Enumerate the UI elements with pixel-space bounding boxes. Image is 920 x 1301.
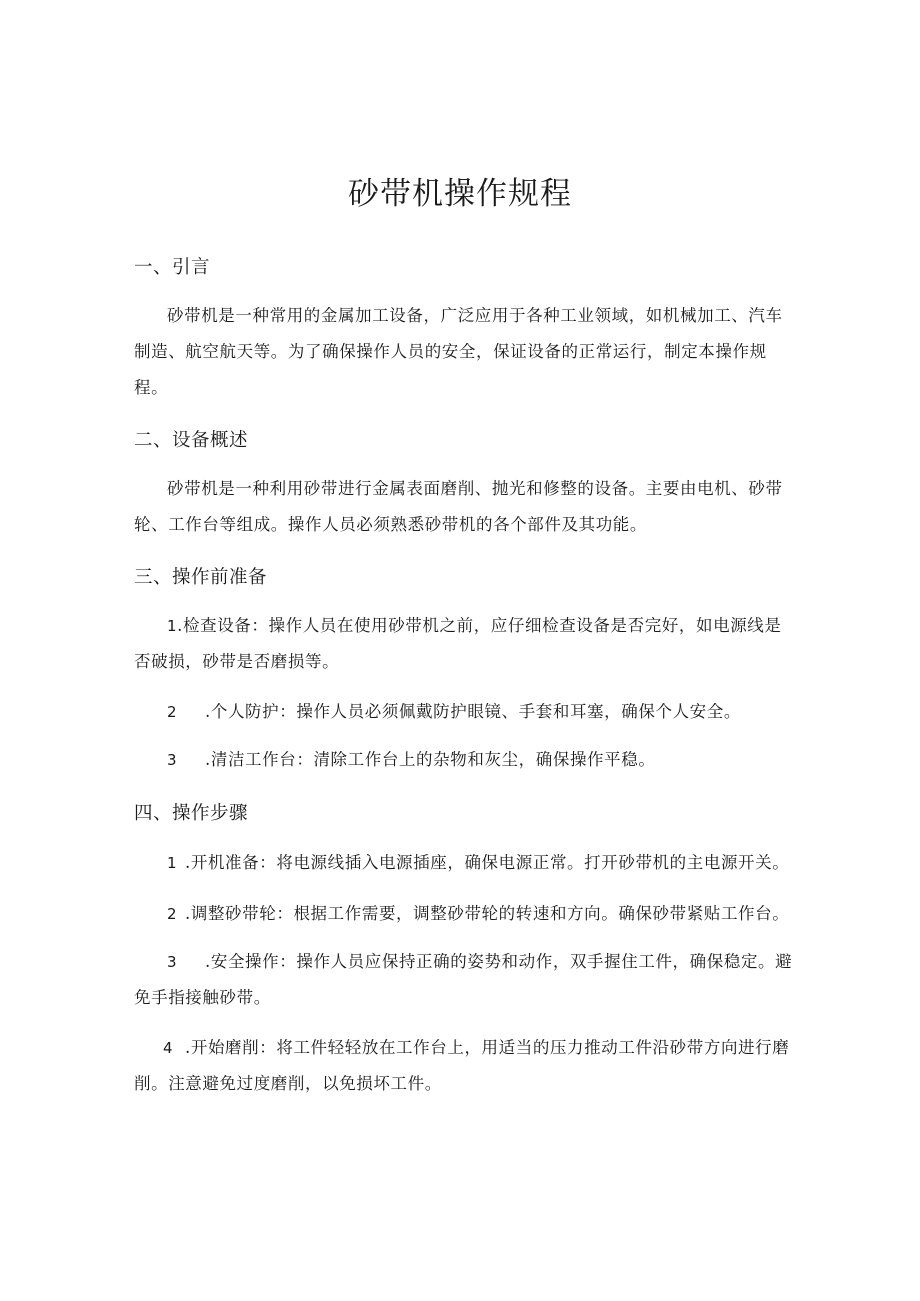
list-item	[134, 608, 794, 680]
list-item-text: .开始磨削：将工件轻轻放在工作台上，用适当的压力推动工件沿砂带方向进行磨削。注意避免过度磨削，以免损坏工件。	[134, 1038, 790, 1093]
list-item-text: .个人防护：操作人员必须佩戴防护眼镜、手套和耳塞，确保个人安全。	[205, 702, 741, 721]
list-item-text: .调整砂带轮：根据工作需要，调整砂带轮的转速和方向。确保砂带紧贴工作台。	[185, 904, 790, 923]
list-item	[134, 742, 794, 778]
list-item-text: .开机准备：将电源线插入电源插座，确保电源正常。打开砂带机的主电源开关。	[185, 853, 790, 872]
section-heading-equipment-overview: 二、设备概述	[134, 430, 249, 451]
section-heading-preparation: 三、操作前准备	[134, 567, 268, 588]
list-item-number: 2	[167, 703, 178, 721]
list-item	[134, 1030, 794, 1102]
list-item-text: .安全操作：操作人员应保持正确的姿势和动作，双手握住工件，确保稳定。避免手指接触砂带。	[134, 952, 793, 1007]
list-item-number: 4	[163, 1039, 174, 1057]
section-paragraph-introduction: 砂带机是一种常用的金属加工设备，广泛应用于各种工业领域，如机械加工、汽车制造、航空航天等。为了确保操作人员的安全，保证设备的正常运行，制定本操作规程。	[134, 306, 783, 397]
list-item-text: .检查设备：操作人员在使用砂带机之前，应仔细检查设备是否完好，如电源线是否破损，砂带是否磨损等。	[134, 616, 782, 671]
list-item-number: 1	[167, 617, 178, 635]
list-item-text: .清洁工作台：清除工作台上的杂物和灰尘，确保操作平稳。	[205, 750, 656, 769]
list-item-number: 2	[167, 905, 178, 923]
list-item-number: 3	[167, 751, 178, 769]
page-title: 砂带机操作规程	[348, 176, 572, 212]
list-item	[134, 694, 794, 730]
list-item-number: 3	[167, 953, 178, 971]
section-heading-introduction: 一、引言	[134, 257, 211, 278]
section-paragraph-equipment-overview: 砂带机是一种利用砂带进行金属表面磨削、抛光和修整的设备。主要由电机、砂带轮、工作台等组成。操作人员必须熟悉砂带机的各个部件及其功能。	[134, 479, 783, 534]
list-item	[134, 896, 794, 932]
section-heading-operation-steps: 四、操作步骤	[134, 803, 249, 824]
list-item	[134, 944, 794, 1016]
list-item-number: 1	[167, 854, 178, 872]
list-item	[134, 845, 794, 881]
